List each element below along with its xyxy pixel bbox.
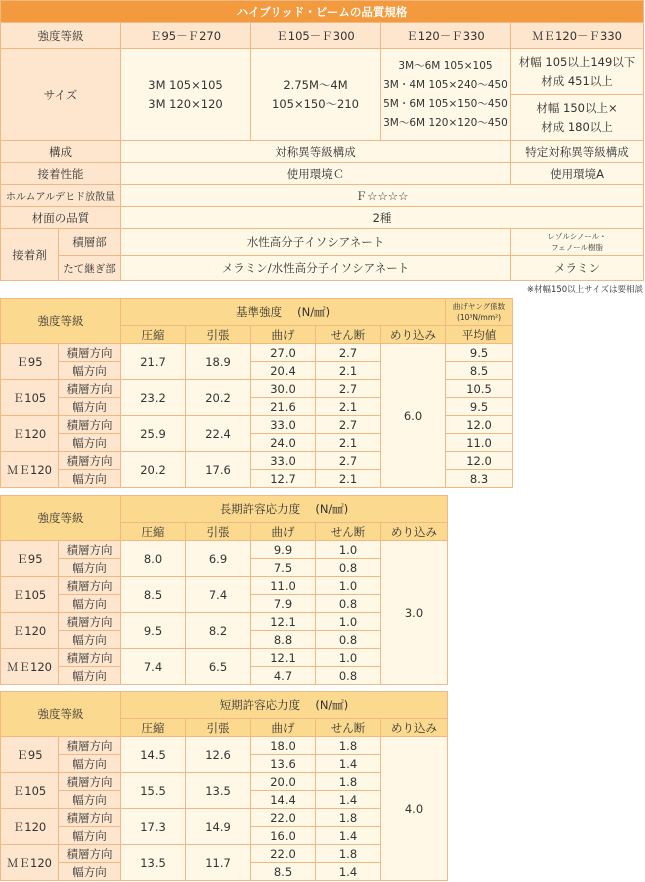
table-row xyxy=(1,577,448,595)
cell-bending: 16.0 xyxy=(251,827,316,845)
short-term-table xyxy=(0,691,448,881)
cell-tension: 20.2 xyxy=(186,380,251,416)
cell-tension: 22.4 xyxy=(186,416,251,452)
size-line: 3M～6M 120×120～450 xyxy=(383,116,508,129)
surface-value: 2種 xyxy=(121,207,644,229)
row-grade: Ｅ95 xyxy=(1,737,59,773)
cell-bending: 20.0 xyxy=(251,773,316,791)
cell-compression: 25.9 xyxy=(121,416,186,452)
col-bending: 曲げ xyxy=(251,326,316,344)
cell-bending: 12.1 xyxy=(251,613,316,631)
cell-shear: 1.8 xyxy=(316,809,381,827)
cell-shear: 1.8 xyxy=(316,737,381,755)
size-note: ※材幅150以上サイズは要相談 xyxy=(526,285,643,295)
grade-label: 強度等級 xyxy=(1,23,121,49)
lt-body xyxy=(1,541,448,685)
size-me120-a xyxy=(511,49,644,95)
cell-tension: 11.7 xyxy=(186,845,251,881)
cell-bending: 22.0 xyxy=(251,845,316,863)
cell-compression: 7.4 xyxy=(121,649,186,685)
cell-shear: 0.8 xyxy=(316,595,381,613)
row-direction: 積層方向 xyxy=(59,773,121,791)
size-e105 xyxy=(251,49,381,141)
cell-bending: 9.9 xyxy=(251,541,316,559)
base-strength-table xyxy=(0,298,513,488)
col-tension: 引張 xyxy=(186,719,251,737)
row-direction: 幅方向 xyxy=(59,827,121,845)
size-me120-b xyxy=(511,95,644,141)
cell-shear: 2.7 xyxy=(316,344,381,362)
cell-young: 8.5 xyxy=(446,362,513,380)
size-line: 材幅 150以上× xyxy=(536,100,618,115)
joint-me: メラミン xyxy=(511,256,644,281)
cell-bending: 12.7 xyxy=(251,470,316,488)
formaldehyde-value: Ｆ☆☆☆☆ xyxy=(121,185,644,207)
row-direction: 積層方向 xyxy=(59,845,121,863)
cell-young: 12.0 xyxy=(446,416,513,434)
cell-tension: 7.4 xyxy=(186,577,251,613)
size-line: 3M 105×105 xyxy=(148,77,223,92)
cell-bending: 18.0 xyxy=(251,737,316,755)
cell-young: 8.3 xyxy=(446,470,513,488)
row-direction: 積層方向 xyxy=(59,737,121,755)
cell-shear: 2.7 xyxy=(316,416,381,434)
lamina-me-line: レゾルシノール・ xyxy=(547,232,607,241)
row-grade: Ｅ105 xyxy=(1,380,59,416)
bs-young-header xyxy=(446,299,513,326)
row-grade: ＭＥ120 xyxy=(1,845,59,881)
table-row xyxy=(1,613,448,631)
col-embedment: めり込み xyxy=(381,326,446,344)
bs-body xyxy=(1,344,513,488)
cell-bending: 11.0 xyxy=(251,577,316,595)
col-embedment: めり込み xyxy=(381,523,448,541)
row-direction: 幅方向 xyxy=(59,667,121,685)
row-direction: 積層方向 xyxy=(59,809,121,827)
col-bending: 曲げ xyxy=(251,523,316,541)
cell-tension: 12.6 xyxy=(186,737,251,773)
cell-compression: 20.2 xyxy=(121,452,186,488)
size-line: 3M 120×120 xyxy=(148,96,223,111)
lamina-me-line: フェノール樹脂 xyxy=(551,243,603,252)
cell-young: 12.0 xyxy=(446,452,513,470)
cell-compression: 17.3 xyxy=(121,809,186,845)
row-direction: 幅方向 xyxy=(59,470,121,488)
col-compression: 圧縮 xyxy=(121,326,186,344)
adhesion-c: 使用環境Ｃ xyxy=(121,163,511,185)
size-line: 5M・6M 105×150～450 xyxy=(383,97,508,110)
cell-compression: 9.5 xyxy=(121,613,186,649)
table-row xyxy=(1,737,448,755)
col-shear: せん断 xyxy=(316,719,381,737)
col-young-avg: 平均値 xyxy=(446,326,513,344)
row-direction: 幅方向 xyxy=(59,755,121,773)
cell-shear: 2.1 xyxy=(316,434,381,452)
st-grade-label: 強度等級 xyxy=(1,692,121,737)
row-grade: ＭＥ120 xyxy=(1,452,59,488)
row-direction: 積層方向 xyxy=(59,344,121,362)
cell-tension: 13.5 xyxy=(186,773,251,809)
lamina-me xyxy=(511,229,644,256)
cell-shear: 2.1 xyxy=(316,470,381,488)
structure-label: 構成 xyxy=(1,141,121,163)
size-line: 材幅 105以上149以下 xyxy=(518,54,636,69)
table-row xyxy=(1,541,448,559)
cell-tension: 14.9 xyxy=(186,809,251,845)
col-shear: せん断 xyxy=(316,326,381,344)
row-grade: Ｅ95 xyxy=(1,344,59,380)
grade-me120: ＭＥ120－Ｆ330 xyxy=(511,23,644,49)
joint-value: メラミン/水性高分子イソシアネート xyxy=(121,256,511,281)
cell-compression: 15.5 xyxy=(121,773,186,809)
cell-bending: 7.5 xyxy=(251,559,316,577)
row-direction: 積層方向 xyxy=(59,649,121,667)
col-bending: 曲げ xyxy=(251,719,316,737)
cell-young: 10.5 xyxy=(446,380,513,398)
row-direction: 幅方向 xyxy=(59,631,121,649)
col-compression: 圧縮 xyxy=(121,719,186,737)
cell-shear: 1.0 xyxy=(316,649,381,667)
row-direction: 幅方向 xyxy=(59,791,121,809)
grade-e95: Ｅ95－Ｆ270 xyxy=(121,23,251,49)
cell-bending: 4.7 xyxy=(251,667,316,685)
row-grade: Ｅ120 xyxy=(1,809,59,845)
col-tension: 引張 xyxy=(186,523,251,541)
cell-bending: 27.0 xyxy=(251,344,316,362)
cell-bending: 21.6 xyxy=(251,398,316,416)
size-line: 3M・4M 105×240～450 xyxy=(383,78,508,91)
cell-bending: 14.4 xyxy=(251,791,316,809)
cell-compression: 14.5 xyxy=(121,737,186,773)
cell-bending: 33.0 xyxy=(251,452,316,470)
size-line: 材成 180以上 xyxy=(541,119,613,134)
cell-shear: 1.4 xyxy=(316,863,381,881)
cell-tension: 17.6 xyxy=(186,452,251,488)
cell-shear: 2.7 xyxy=(316,452,381,470)
row-grade: Ｅ105 xyxy=(1,773,59,809)
lt-header: 長期許容応力度 (N/㎟) xyxy=(121,496,448,523)
bs-grade-label: 強度等級 xyxy=(1,299,121,344)
col-shear: せん断 xyxy=(316,523,381,541)
surface-label: 材面の品質 xyxy=(1,207,121,229)
cell-shear: 1.4 xyxy=(316,827,381,845)
cell-shear: 1.8 xyxy=(316,845,381,863)
cell-shear: 1.4 xyxy=(316,755,381,773)
cell-bending: 13.6 xyxy=(251,755,316,773)
row-direction: 幅方向 xyxy=(59,434,121,452)
row-direction: 積層方向 xyxy=(59,541,121,559)
row-grade: Ｅ120 xyxy=(1,416,59,452)
cell-shear: 1.0 xyxy=(316,541,381,559)
row-direction: 積層方向 xyxy=(59,452,121,470)
row-direction: 積層方向 xyxy=(59,577,121,595)
cell-compression: 21.7 xyxy=(121,344,186,380)
st-header: 短期許容応力度 (N/㎟) xyxy=(121,692,448,719)
row-direction: 幅方向 xyxy=(59,559,121,577)
grade-e105: Ｅ105－Ｆ300 xyxy=(251,23,381,49)
cell-shear: 1.8 xyxy=(316,773,381,791)
size-line: 2.75M～4M xyxy=(283,77,348,92)
table-row xyxy=(1,344,513,362)
table-row xyxy=(1,649,448,667)
cell-bending: 24.0 xyxy=(251,434,316,452)
cell-shear: 0.8 xyxy=(316,559,381,577)
row-direction: 積層方向 xyxy=(59,380,121,398)
formaldehyde-label: ホルムアルデヒド放散量 xyxy=(1,185,121,207)
cell-shear: 1.0 xyxy=(316,613,381,631)
joint-label: たて継ぎ部 xyxy=(59,256,121,281)
col-tension: 引張 xyxy=(186,326,251,344)
adhesive-label: 接着剤 xyxy=(1,229,59,281)
cell-shear: 1.4 xyxy=(316,791,381,809)
table-row xyxy=(1,773,448,791)
cell-tension: 6.9 xyxy=(186,541,251,577)
cell-embedment: 3.0 xyxy=(381,541,448,685)
cell-tension: 6.5 xyxy=(186,649,251,685)
grade-e120: Ｅ120－Ｆ330 xyxy=(381,23,511,49)
row-direction: 幅方向 xyxy=(59,595,121,613)
cell-shear: 2.7 xyxy=(316,380,381,398)
cell-bending: 8.5 xyxy=(251,863,316,881)
cell-shear: 0.8 xyxy=(316,631,381,649)
lt-grade-label: 強度等級 xyxy=(1,496,121,541)
cell-shear: 1.0 xyxy=(316,577,381,595)
lamina-value: 水性高分子イソシアネート xyxy=(121,229,511,256)
cell-shear: 2.1 xyxy=(316,362,381,380)
cell-compression: 23.2 xyxy=(121,380,186,416)
cell-bending: 33.0 xyxy=(251,416,316,434)
table-row xyxy=(1,809,448,827)
cell-shear: 2.1 xyxy=(316,398,381,416)
size-e120 xyxy=(381,49,511,141)
cell-embedment: 4.0 xyxy=(381,737,448,881)
row-grade: Ｅ105 xyxy=(1,577,59,613)
st-body xyxy=(1,737,448,881)
structure-sym: 対称異等級構成 xyxy=(121,141,511,163)
row-grade: Ｅ95 xyxy=(1,541,59,577)
cell-compression: 8.5 xyxy=(121,577,186,613)
size-line: 3M～6M 105×105 xyxy=(398,59,493,72)
row-direction: 幅方向 xyxy=(59,863,121,881)
row-grade: ＭＥ120 xyxy=(1,649,59,685)
size-line: 材成 451以上 xyxy=(541,73,613,88)
cell-bending: 8.8 xyxy=(251,631,316,649)
cell-young: 9.5 xyxy=(446,398,513,416)
cell-young: 11.0 xyxy=(446,434,513,452)
spec-title: ハイブリッド・ビームの品質規格 xyxy=(1,1,644,23)
bs-header: 基準強度 (N/㎟) xyxy=(121,299,446,326)
adhesion-a: 使用環境A xyxy=(511,163,644,185)
row-direction: 積層方向 xyxy=(59,613,121,631)
adhesion-label: 接着性能 xyxy=(1,163,121,185)
cell-bending: 20.4 xyxy=(251,362,316,380)
cell-compression: 13.5 xyxy=(121,845,186,881)
cell-tension: 8.2 xyxy=(186,613,251,649)
cell-bending: 7.9 xyxy=(251,595,316,613)
cell-bending: 30.0 xyxy=(251,380,316,398)
col-compression: 圧縮 xyxy=(121,523,186,541)
row-grade: Ｅ120 xyxy=(1,613,59,649)
size-e95 xyxy=(121,49,251,141)
long-term-table xyxy=(0,495,448,685)
young-line: (10³N/mm²) xyxy=(456,313,502,322)
cell-bending: 12.1 xyxy=(251,649,316,667)
row-direction: 幅方向 xyxy=(59,362,121,380)
cell-shear: 0.8 xyxy=(316,667,381,685)
cell-bending: 22.0 xyxy=(251,809,316,827)
cell-compression: 8.0 xyxy=(121,541,186,577)
cell-young: 9.5 xyxy=(446,344,513,362)
cell-embedment: 6.0 xyxy=(381,344,446,488)
col-embedment: めり込み xyxy=(381,719,448,737)
table-row xyxy=(1,845,448,863)
row-direction: 幅方向 xyxy=(59,398,121,416)
size-line: 105×150～210 xyxy=(272,96,359,111)
young-line: 曲げヤング係数 xyxy=(452,302,506,311)
spec-table xyxy=(0,0,644,281)
row-direction: 積層方向 xyxy=(59,416,121,434)
structure-me: 特定対称異等級構成 xyxy=(511,141,644,163)
size-label: サイズ xyxy=(1,49,121,141)
lamina-label: 積層部 xyxy=(59,229,121,256)
cell-tension: 18.9 xyxy=(186,344,251,380)
